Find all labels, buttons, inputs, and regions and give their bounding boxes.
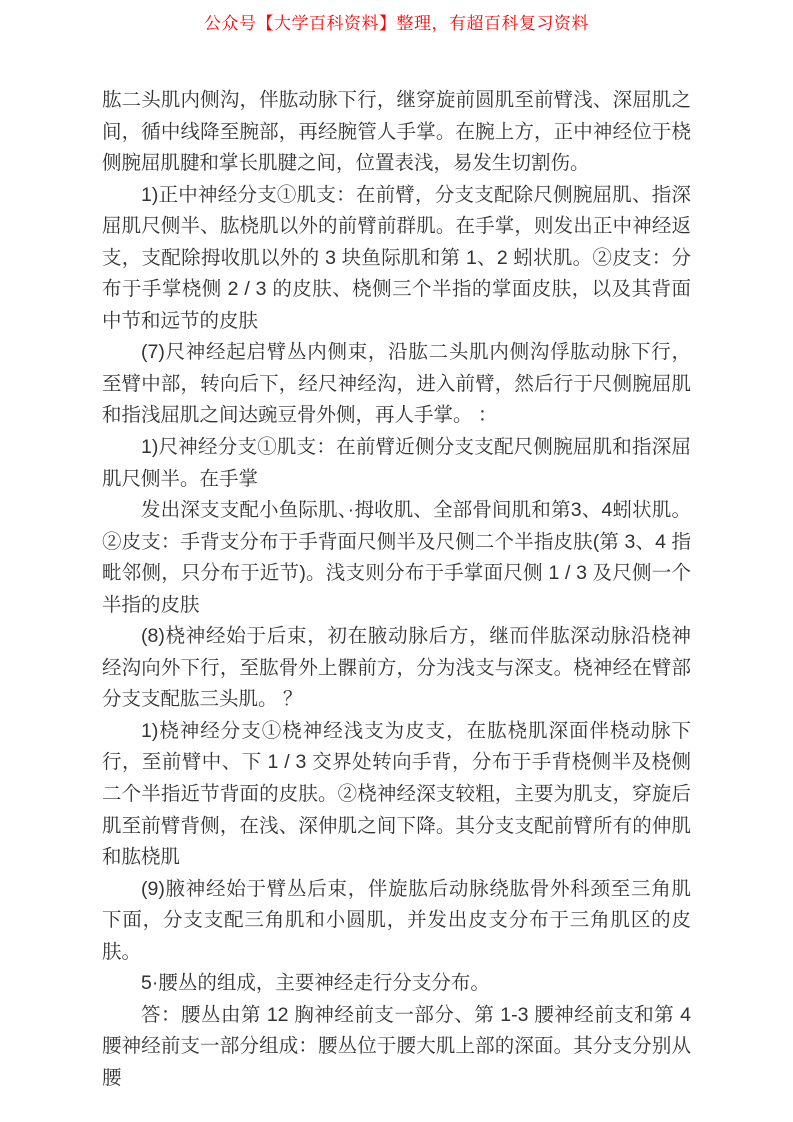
paragraph: 发出深支支配小鱼际肌、·拇收肌、全部骨间肌和第3、4蚓状肌。②皮支：手背支分布于手背面尺侧半及尺侧二个半指皮肤(第 3、4 指毗邻侧，只分布于近节)。浅支则分布于手掌面尺侧 1 / 3 及尺侧一个半指的皮肤 [102,499,691,616]
paragraph: 1)尺神经分支①肌支：在前臂近侧分支支配尺侧腕屈肌和指深屈肌尺侧半。在手掌 [102,436,691,490]
paragraph: 5·腰丛的组成，主要神经走行分支分布。 [141,972,490,995]
header-banner [0,0,793,35]
paragraph: 1)桡神经分支①桡神经浅支为皮支，在肱桡肌深面伴桡动脉下行，至前臂中、下 1 / 3 交界处转向手背，分布于手背桡侧半及桡侧二个半指近节背面的皮肤。②桡神经深支较粗，主要为肌支，穿旋后肌至前臂背侧，在浅、深伸肌之间下降。其分支支配前臂所有的伸肌和肱桡肌 [102,719,691,869]
header-text: 公众号【大学百科资料】整理，有超百科复习资料 [204,14,589,33]
paragraph: 肱二头肌内侧沟，伴肱动脉下行，继穿旋前圆肌至前臂浅、深屈肌之间，循中线降至腕部，再经腕管人手掌。在腕上方，正中神经位于桡侧腕屈肌腱和掌长肌腱之间，位置表浅，易发生切割伤。 [102,89,691,175]
paragraph: 答：腰丛由第 12 胸神经前支一部分、第 1-3 腰神经前支和第 4 腰神经前支一部分组成：腰丛位于腰大肌上部的深面。其分支分别从腰 [102,1003,691,1089]
document-body [102,85,691,1095]
paragraph: 1)正中神经分支①肌支：在前臂，分支支配除尺侧腕屈肌、指深屈肌尺侧半、肱桡肌以外的前臂前群肌。在手掌，则发出正中神经返支，支配除拇收肌以外的 3 块鱼际肌和第 1、2 蚓状肌。②皮支：分布于手掌桡侧 2 / 3 的皮肤、桡侧三个半指的掌面皮肤，以及其背面中节和远节的皮肤 [102,183,691,332]
paragraph: (7)尺神经起启臂丛内侧束，沿肱二头肌内侧沟俘肱动脉下行，至臂中部，转向后下，经尺神经沟，进入前臂，然后行于尺侧腕屈肌和指浅屈肌之间达豌豆骨外侧，再人手掌。 ： [102,341,691,427]
paragraph: (8)桡神经始于后束，初在腋动脉后方，继而伴肱深动脉沿桡神经沟向外下行，至肱骨外上髁前方，分为浅支与深支。桡神经在臂部分支支配肱三头肌。 ？ [102,625,691,711]
paragraph: (9)腋神经始于臂丛后束，伴旋肱后动脉绕肱骨外科颈至三角肌下面，分支支配三角肌和小圆肌，并发出皮支分布于三角肌区的皮肤。 [102,877,691,963]
